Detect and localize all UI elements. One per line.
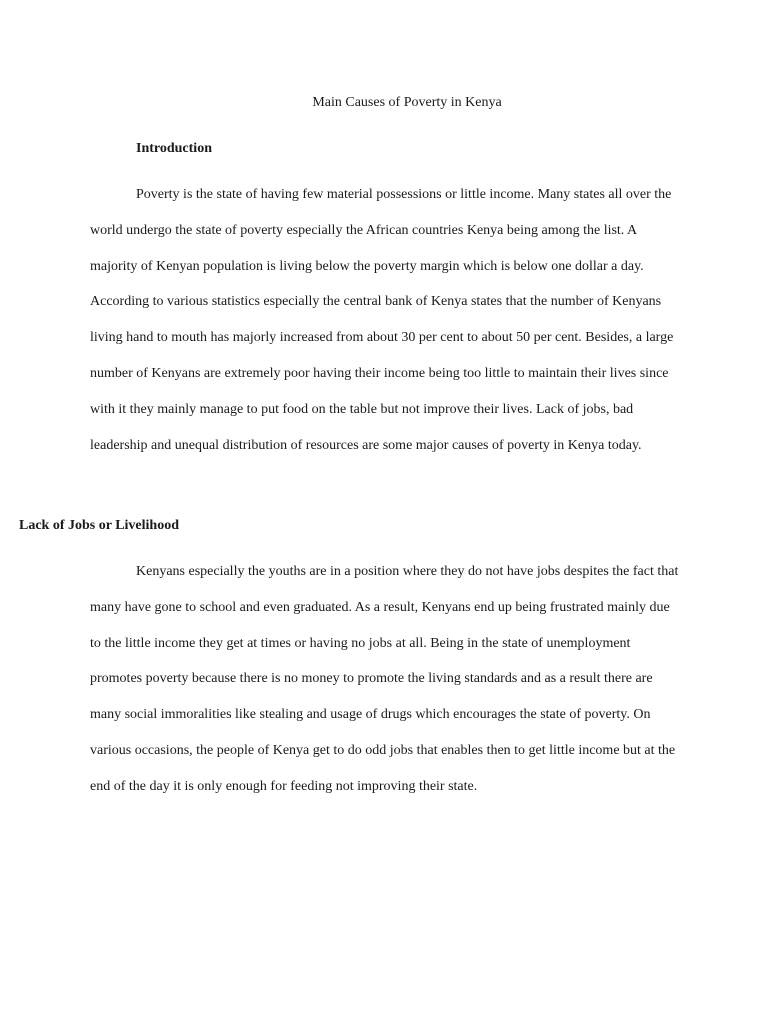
- introduction-heading: Introduction: [136, 141, 212, 156]
- lack-of-jobs-heading: Lack of Jobs or Livelihood: [19, 518, 179, 533]
- document-title: Main Causes of Poverty in Kenya: [312, 95, 502, 110]
- lack-of-jobs-paragraph: Kenyans especially the youths are in a position where they do not have jobs despites the fact that many have gone to school and even graduated. As a result, Kenyans end up being frustrated mainly due to the little income they get at times or having no jobs at all. Being in the state of unemployment promotes poverty because there is no money to promote the living standards and as a result there are many social immoralities like stealing and usage of drugs which encourages the state of poverty. On various occasions, the people of Kenya get to do odd jobs that enables then to get little income but at the end of the day it is only enough for feeding not improving their state.: [90, 564, 679, 794]
- introduction-paragraph: Poverty is the state of having few material possessions or little income. Many states all over the world undergo the state of poverty especially the African countries Kenya being among the list. A majority of Kenyan population is living below the poverty margin which is below one dollar a day. According to various statistics especially the central bank of Kenya states that the number of Kenyans living hand to mouth has majorly increased from about 30 per cent to about 50 per cent. Besides, a large number of Kenyans are extremely poor having their income being too little to maintain their lives since with it they mainly manage to put food on the table but not improve their lives. Lack of jobs, bad leadership and unequal distribution of resources are some major causes of poverty in Kenya today.: [90, 187, 674, 453]
